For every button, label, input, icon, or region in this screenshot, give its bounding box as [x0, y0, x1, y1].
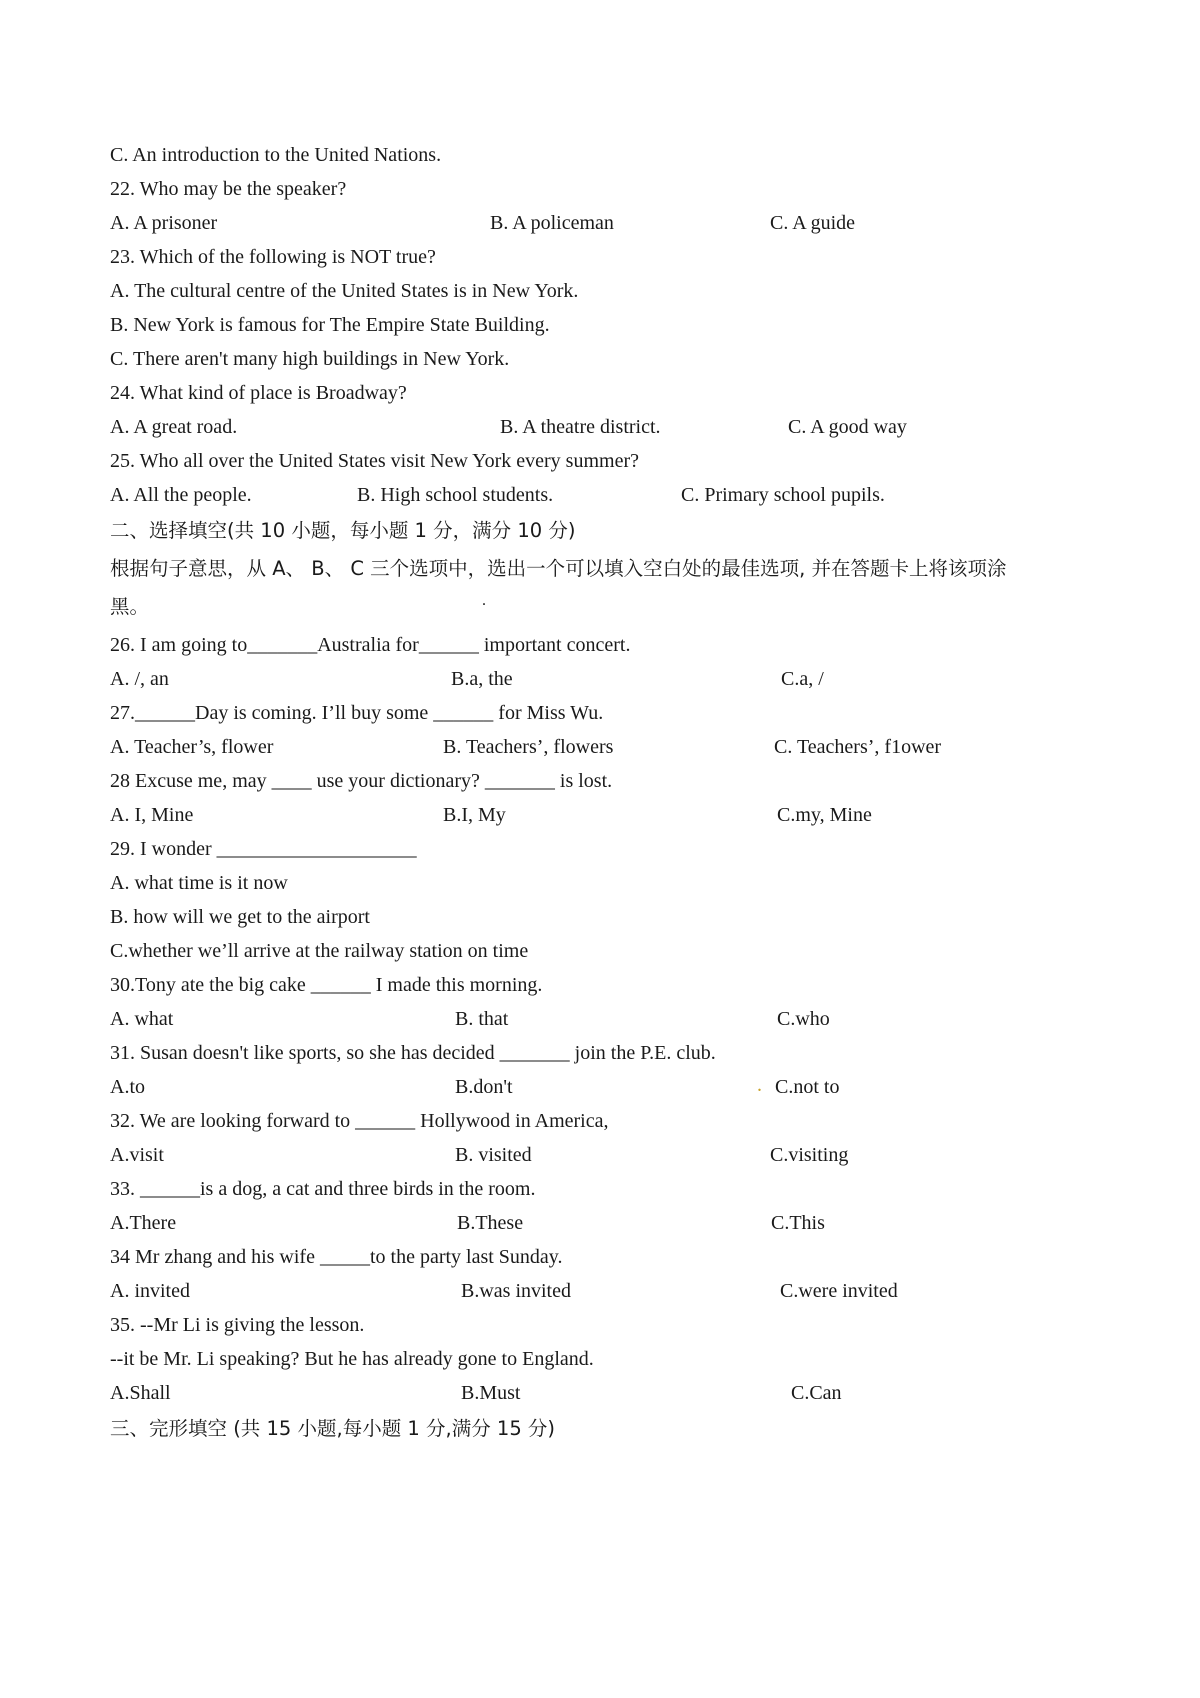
option-c: C.a, / — [781, 668, 824, 690]
option-b: B.don't — [455, 1076, 513, 1098]
question-21-option-c: C. An introduction to the United Nations. — [110, 144, 442, 166]
option-b: B. High school students. — [357, 484, 554, 506]
question-28-stem: 28 Excuse me, may ____ use your dictionary? _______ is lost. — [110, 770, 613, 792]
option-c: C. Primary school pupils. — [681, 484, 885, 506]
question-35-dialogue: --it be Mr. Li speaking? But he has already gone to England. — [110, 1348, 594, 1370]
question-29-option-c: C.whether we’ll arrive at the railway station on time — [110, 940, 529, 962]
section-2-heading: 二、选择填空(共 10 小题，每小题 1 分，满分 10 分) — [110, 519, 576, 542]
option-a: A. All the people. — [110, 484, 252, 506]
option-b: B.a, the — [451, 668, 513, 690]
question-22-stem: 22. Who may be the speaker? — [110, 178, 347, 200]
option-b: B. that — [455, 1008, 509, 1030]
question-32-stem: 32. We are looking forward to ______ Hollywood in America, — [110, 1110, 609, 1132]
option-a: A. invited — [110, 1280, 190, 1302]
question-24-stem: 24. What kind of place is Broadway? — [110, 382, 407, 404]
question-29-option-a: A. what time is it now — [110, 872, 288, 894]
question-23-stem: 23. Which of the following is NOT true? — [110, 246, 436, 268]
option-a: A. what — [110, 1008, 174, 1030]
option-a: A.Shall — [110, 1382, 171, 1404]
question-23-option-a: A. The cultural centre of the United States is in New York. — [110, 280, 579, 302]
option-b: B.was invited — [461, 1280, 571, 1302]
option-c: C.my, Mine — [777, 804, 872, 826]
highlight-dot-mark: . — [757, 1074, 762, 1096]
option-b: B. A policeman — [490, 212, 614, 234]
question-26-stem: 26. I am going to_______Australia for______ important concert. — [110, 634, 631, 656]
option-a: A. /, an — [110, 668, 169, 690]
question-27-stem: 27.______Day is coming. I’ll buy some ______ for Miss Wu. — [110, 702, 604, 724]
stray-dot-mark: . — [482, 592, 486, 609]
option-a: A.visit — [110, 1144, 164, 1166]
section-2-instructions-cont: 黑。 — [110, 595, 150, 618]
question-29-option-b: B. how will we get to the airport — [110, 906, 370, 928]
option-c: C. A guide — [770, 212, 856, 234]
option-a: A. A prisoner — [110, 212, 218, 234]
option-c: C.were invited — [780, 1280, 898, 1302]
option-c: C.not to — [775, 1076, 840, 1098]
question-23-option-b: B. New York is famous for The Empire State Building. — [110, 314, 550, 336]
question-25-stem: 25. Who all over the United States visit New York every summer? — [110, 450, 639, 472]
option-a: A. I, Mine — [110, 804, 194, 826]
option-c: C.Can — [791, 1382, 842, 1404]
question-33-stem: 33. ______is a dog, a cat and three birds in the room. — [110, 1178, 536, 1200]
option-b: B.Must — [461, 1382, 521, 1404]
option-b: B. A theatre district. — [500, 416, 661, 438]
option-a: A.There — [110, 1212, 177, 1234]
option-b: B.These — [457, 1212, 524, 1234]
option-c: C.who — [777, 1008, 830, 1030]
option-a: A.to — [110, 1076, 145, 1098]
question-31-stem: 31. Susan doesn't like sports, so she has decided _______ join the P.E. club. — [110, 1042, 716, 1064]
option-a: A. A great road. — [110, 416, 238, 438]
question-35-stem: 35. --Mr Li is giving the lesson. — [110, 1314, 365, 1336]
section-2-instructions: 根据句子意思，从 A、 B、 C 三个选项中，选出一个可以填入空白处的最佳选项, 并在答题卡上将该项涂 — [110, 557, 1007, 580]
option-b: B.I, My — [443, 804, 506, 826]
option-c: C. Teachers’, f1ower — [774, 736, 942, 758]
question-30-stem: 30.Tony ate the big cake ______ I made this morning. — [110, 974, 543, 996]
section-3-heading: 三、完形填空 (共 15 小题,每小题 1 分,满分 15 分) — [110, 1417, 556, 1440]
option-b: B. Teachers’, flowers — [443, 736, 614, 758]
question-23-option-c: C. There aren't many high buildings in New York. — [110, 348, 510, 370]
option-c: C.visiting — [770, 1144, 849, 1166]
option-a: A. Teacher’s, flower — [110, 736, 274, 758]
question-29-stem: 29. I wonder ____________________ — [110, 838, 417, 860]
option-c: C.This — [771, 1212, 825, 1234]
option-c: C. A good way — [788, 416, 907, 438]
question-34-stem: 34 Mr zhang and his wife _____to the party last Sunday. — [110, 1246, 563, 1268]
option-b: B. visited — [455, 1144, 532, 1166]
